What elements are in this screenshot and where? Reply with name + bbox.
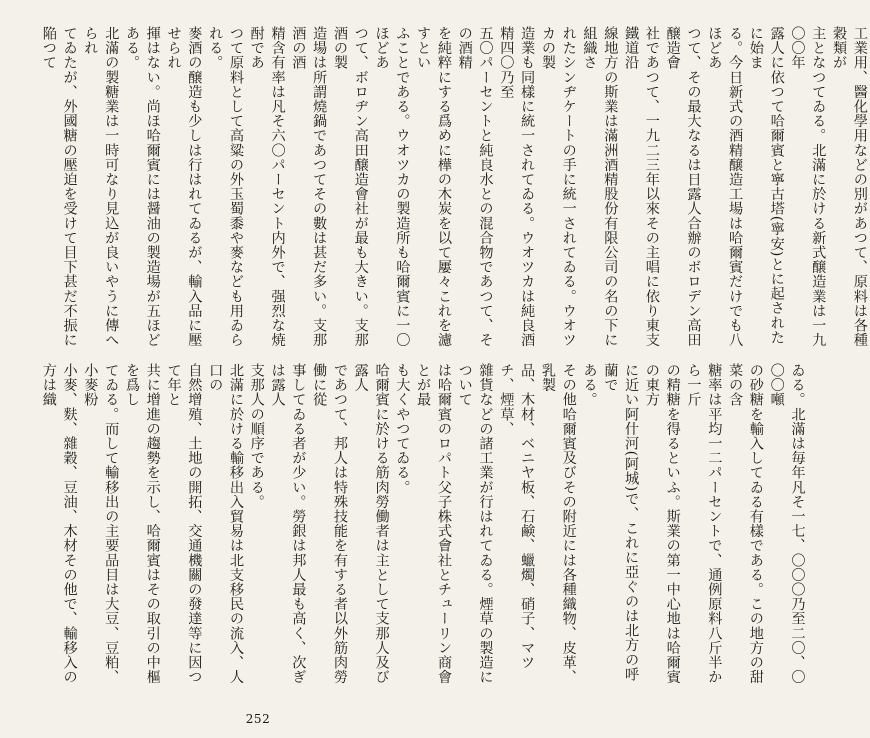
- lower-paragraphs: ゐる。北滿は毎年凡そ一七、〇〇〇乃至二〇、〇〇〇噸 の砂糖を輸入してゐる有樣である。この地方の甜菜の含 糖率は平均一二パーセントで、通例原料八斤半から一斤 の精糖を得るといふ。斯業の第一中心地は哈爾賓の東方 に近い阿什河(阿城)で、これに亞ぐのは北方の呼蘭で ある。 その他哈爾賓及びその附近には各種織物、皮革、乳製 品、木材、ベニヤ板、石鹸、蠟燭、硝子、マツチ、煙草、 雜貨などの諸工業が行はれてゐる。煙草の製造について は哈爾賓のロパト父子株式會社とチューリン商會とが最 も大くやつてゐる。 哈爾賓に於ける筋肉勞働者は主として支那人及び露人 であつて、邦人は特殊技能を有する者以外筋肉勞働に從 事してゐる者が少い。勞銀は邦人最も高く、次ぎは露人 支那人の順序である。 北滿に於ける輸移出入貿易は北支移民の流入、人口の 自然增殖、土地の開拓、交通機關の發達等に因つて年と 共に增進の趨勢を示し、哈爾賓はその取引の中樞を爲し てゐる。而して輸移出の主要品目は大豆、豆粕、小麥粉 小麥、麩、雜穀、豆油、木材その他で、輸移入の方は織: [40, 363, 806, 685]
- lower-text-block: [38, 363, 806, 696]
- body-text: [38, 26, 868, 696]
- upper-text-block: [38, 26, 868, 359]
- upper-paragraphs: 工業用、醫化學用などの別があつて、原料は各種穀類が 主となつてゐる。北滿に於ける新式醸造業は一九〇〇年 露人に依つて哈爾賓と寧古塔(寧安)とに起されたに始ま る。今日新式の酒精醸造工場は哈爾賓だけでも八ほどあ つて、その最大なるは日露人合辦のボロデン高田醸造會 社であつて、一九二三年以來その主唱に依り東支鐵道沿 線地方の斯業は滿洲酒精股份有限公司の名の下に組織さ れたシンヂケートの手に統一されてゐる。ウオツカの製 造業も同樣に統一されてゐる。ウオツカは純良酒精四〇乃至 五〇パーセントと純良水との混合物であつて、その酒精 を純粹にする爲めに樺の木炭を以て屢々これを濾すとい ふことである。ウオツカの製造所も哈爾賓に一〇ほどあ つて、ボロヂン高田醸造會社が最も大きい。支那酒の製 造場は所謂燒鍋であつてその數は甚だ多い。支那酒の酒 精含有率は凡そ六〇パーセント内外で、强烈な焼酎であ つて原料として高粱の外玉蜀黍や麥なども用ゐられる。 麥酒の醸造も少しは行はれてゐるが、輸入品に壓せられ 揮はない。尚ほ哈爾賓には醤油の製造場が五ほどある。 北滿の製糖業は一時可なり見込が良いやうに傳へられ てゐたが、外國糖の壓迫を受けて目下甚だ不振に陥つて: [40, 26, 868, 348]
- page-number: 252: [245, 712, 271, 726]
